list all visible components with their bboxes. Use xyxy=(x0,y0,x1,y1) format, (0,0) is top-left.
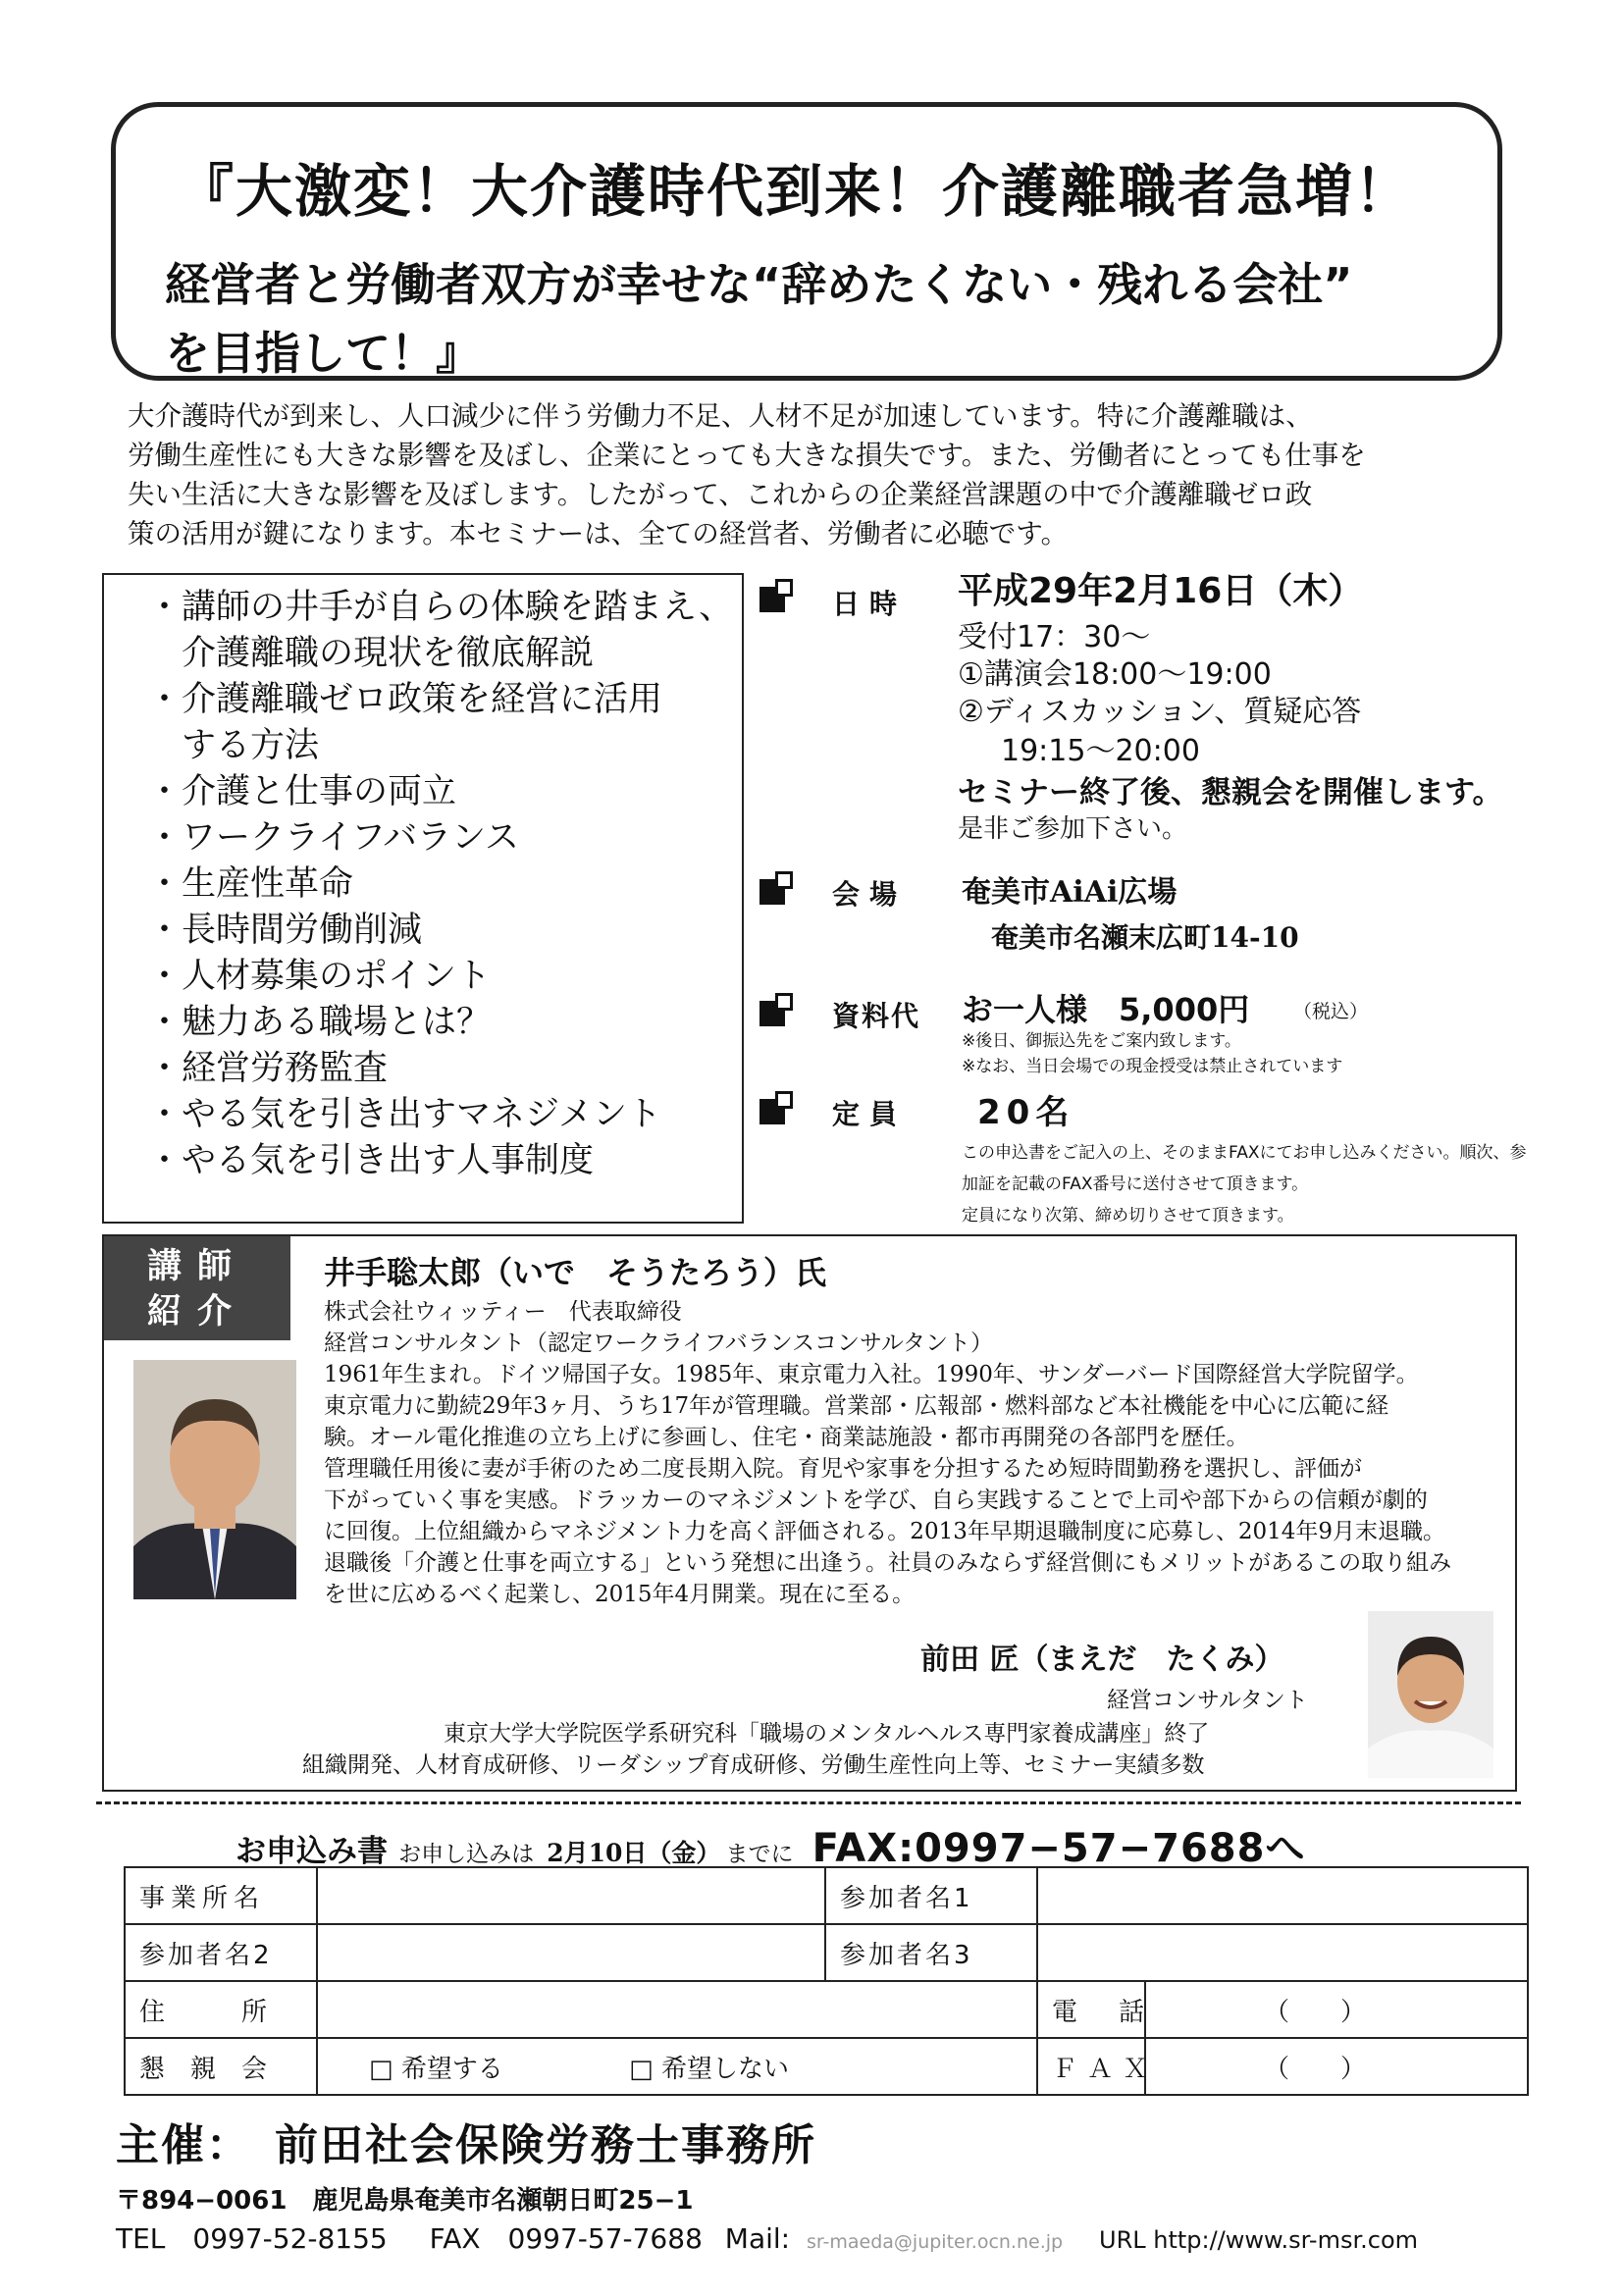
form-row xyxy=(125,2038,1528,2095)
deadline-suffix: までに xyxy=(725,1842,794,1867)
fee-tax: （税込） xyxy=(1293,1001,1369,1022)
second-instructor-bio-2: 組織開発、人材育成研修、リーダシップ育成研修、労働生産性向上等、セミナー実績多数 xyxy=(302,1752,1205,1778)
office-name-label: 事業所名 xyxy=(125,1867,317,1924)
bullet-square-icon xyxy=(759,993,793,1026)
bio-line: 管理職任用後に妻が手術のため二度長期入院。育児や家事を分担するため短時間勤務を選択し、評価が xyxy=(324,1456,1362,1482)
organizer-address: 〒894−0061 鹿児島県奄美市名瀬朝日町25−1 xyxy=(116,2186,694,2216)
instructor-title-2: 経営コンサルタント（認定ワークライフバランスコンサルタント） xyxy=(324,1331,993,1356)
instructor-label-line-1: 講師 xyxy=(146,1247,247,1286)
organizer-mail-label: Mail: xyxy=(724,2222,791,2255)
form-row xyxy=(125,1981,1528,2038)
phone-field[interactable]: （ ） xyxy=(1145,1981,1528,2038)
intro-line: 策の活用が鍵になります。本セミナーは、全ての経営者、労働者に必聴です。 xyxy=(128,518,1069,549)
address-label: 住 所 xyxy=(125,1981,317,2038)
organizer-tel: TEL 0997-52-8155 xyxy=(116,2222,388,2255)
second-instructor-name: 前田 匠（まえだ たくみ） xyxy=(920,1643,1284,1677)
instructor-title-1: 株式会社ウィッティー 代表取締役 xyxy=(324,1299,682,1325)
discussion-label: ②ディスカッション、質疑応答 xyxy=(958,695,1362,729)
topic-item: 介護離職の現状を徹底解説 xyxy=(147,634,595,673)
party-label: 懇 親 会 xyxy=(125,2038,317,2095)
party-note: 是非ご参加下さい。 xyxy=(958,814,1188,844)
option-decline-checkbox[interactable]: □ 希望しない xyxy=(629,2054,789,2084)
bullet-square-icon xyxy=(759,579,793,612)
participant-2-label: 参加者名2 xyxy=(125,1924,317,1981)
participant-2-field[interactable] xyxy=(317,1924,825,1981)
organizer-fax: FAX 0997-57-7688 xyxy=(429,2222,703,2255)
date-label: 日時 xyxy=(832,588,908,620)
topic-item: ・ワークライフバランス xyxy=(147,818,520,858)
venue-label: 会場 xyxy=(832,878,908,911)
fee-note-1: ※後日、御振込先をご案内致します。 xyxy=(962,1031,1241,1051)
fax-destination: FAX:0997−57−7688へ xyxy=(812,1826,1306,1871)
party-announcement: セミナー終了後、懇親会を開催します。 xyxy=(958,775,1503,810)
fax-field[interactable]: （ ） xyxy=(1145,2038,1528,2095)
deadline-date: 2月10日（金） xyxy=(547,1839,721,1867)
form-row xyxy=(125,1867,1528,1924)
second-instructor-title: 経営コンサルタント xyxy=(1107,1688,1308,1713)
second-instructor-bio-1: 東京大学大学院医学系研究科「職場のメンタルヘルス専門家養成講座」終了 xyxy=(444,1721,1210,1747)
bio-line: を世に広めるべく起業し、2015年4月開業。現在に至る。 xyxy=(324,1582,916,1607)
date-value: 平成29年2月16日（木） xyxy=(958,571,1364,611)
participant-3-field[interactable] xyxy=(1037,1924,1528,1981)
capacity-note-3: 定員になり次第、締め切りさせて頂きます。 xyxy=(962,1206,1294,1226)
intro-paragraph xyxy=(128,396,1501,553)
topic-item: ・介護と仕事の両立 xyxy=(147,772,457,811)
fee-label: 資料代 xyxy=(832,1000,921,1032)
topics-list xyxy=(147,585,733,1184)
instructor-label-line-2: 紹介 xyxy=(146,1292,247,1331)
organizer-mail[interactable]: sr-maeda@jupiter.ocn.ne.jp xyxy=(807,2231,1064,2253)
title-line-1: 『大激変！大介護時代到来！介護離職者急増！ xyxy=(177,158,1414,225)
venue-address: 奄美市名瀬末広町14-10 xyxy=(991,921,1299,954)
participant-1-field[interactable] xyxy=(1037,1867,1528,1924)
second-instructor-photo xyxy=(1368,1611,1493,1778)
discussion-time: 19:15～20:00 xyxy=(1001,734,1200,768)
bio-line: 下がっていく事を実感。ドラッカーのマネジメントを学び、自ら実践することで上司や部下からの信頼が劇的 xyxy=(324,1487,1428,1513)
venue-name: 奄美市AiAi広場 xyxy=(962,875,1178,910)
option-attend-checkbox[interactable]: □ 希望する xyxy=(369,2054,503,2084)
participant-3-label: 参加者名3 xyxy=(825,1924,1037,1981)
office-name-field[interactable] xyxy=(317,1867,825,1924)
topic-item: ・生産性革命 xyxy=(147,864,354,904)
form-row xyxy=(125,1924,1528,1981)
instructor-photo xyxy=(133,1360,296,1599)
bullet-square-icon xyxy=(759,871,793,905)
fee-note-2: ※なお、当日会場での現金授受は禁止されています xyxy=(962,1057,1343,1076)
capacity-note-2: 加証を記載のFAX番号に送付させて頂きます。 xyxy=(962,1174,1309,1194)
topic-item: する方法 xyxy=(147,726,320,765)
intro-line: 労働生産性にも大きな影響を及ぼし、企業にとっても大きな損失です。また、労働者にとっても仕事を xyxy=(128,440,1366,471)
bio-line: 験。オール電化推進の立ち上げに参画し、住宅・商業誌施設・都市再開発の各部門を歴任。 xyxy=(324,1425,1249,1450)
capacity-value: 20名 xyxy=(977,1093,1075,1132)
cut-line xyxy=(96,1801,1521,1804)
bullet-square-icon xyxy=(759,1091,793,1124)
organizer-url[interactable]: URL http://www.sr-msr.com xyxy=(1099,2226,1419,2254)
topic-item: ・やる気を引き出すマネジメント xyxy=(147,1095,661,1134)
application-heading xyxy=(236,1817,1305,1873)
lecture-time: ①講演会18:00～19:00 xyxy=(958,657,1272,692)
intro-line: 失い生活に大きな影響を及ぼします。したがって、これからの企業経営課題の中で介護離職ゼロ政 xyxy=(128,479,1313,510)
topic-item: ・経営労務監査 xyxy=(147,1049,389,1088)
topic-item: ・長時間労働削減 xyxy=(147,911,423,950)
instructor-name: 井手聡太郎（いで そうたろう）氏 xyxy=(324,1254,827,1291)
party-options xyxy=(317,2038,1037,2095)
topic-item: ・介護離職ゼロ政策を経営に活用 xyxy=(147,680,663,719)
participant-1-label: 参加者名1 xyxy=(825,1867,1037,1924)
organizer-name: 主催： 前田社会保険労務士事務所 xyxy=(116,2120,816,2170)
phone-label: 電 話 xyxy=(1037,1981,1145,2038)
bio-line: 1961年生まれ。ドイツ帰国子女。1985年、東京電力入社。1990年、サンダーバード国際経営大学院留学。 xyxy=(324,1362,1419,1387)
instructor-section-label xyxy=(104,1236,290,1340)
address-field[interactable] xyxy=(317,1981,1037,2038)
fee-value: お一人様 5,000円 xyxy=(962,991,1250,1028)
form-heading: お申込み書 xyxy=(236,1834,388,1869)
topic-item: ・講師の井手が自らの体験を踏まえ、 xyxy=(147,588,734,627)
topic-item: ・人材募集のポイント xyxy=(147,957,492,996)
intro-line: 大介護時代が到来し、人口減少に伴う労働力不足、人材不足が加速しています。特に介護離職は、 xyxy=(128,400,1313,432)
deadline-prefix: お申し込みは xyxy=(398,1842,535,1867)
topic-item: ・やる気を引き出す人事制度 xyxy=(147,1141,595,1180)
organizer-contact xyxy=(116,2218,1418,2257)
title-line-3: を目指して！』 xyxy=(165,327,481,380)
fax-label: ＦＡＸ xyxy=(1037,2038,1145,2095)
bio-line: に回復。上位組織からマネジメント力を高く評価される。2013年早期退職制度に応募し、2014年9月末退職。 xyxy=(324,1519,1446,1544)
application-form xyxy=(124,1866,1529,2096)
reception-time: 受付17：30～ xyxy=(958,620,1151,654)
capacity-note-1: この申込書をご記入の上、そのままFAXにてお申し込みください。順次、参 xyxy=(962,1143,1527,1163)
bio-line: 東京電力に勤続29年3ヶ月、うち17年が管理職。営業部・広報部・燃料部など本社機能を中心に広範に経 xyxy=(324,1393,1389,1419)
capacity-label: 定員 xyxy=(832,1098,908,1130)
bio-line: 退職後「介護と仕事を両立する」という発想に出逢う。社員のみならず経営側にもメリットがあるこの取り組み xyxy=(324,1550,1452,1576)
title-line-2: 経営者と労働者双方が幸せな“辞めたくない・残れる会社” xyxy=(165,258,1353,311)
topic-item: ・魅力ある職場とは？ xyxy=(147,1003,492,1042)
